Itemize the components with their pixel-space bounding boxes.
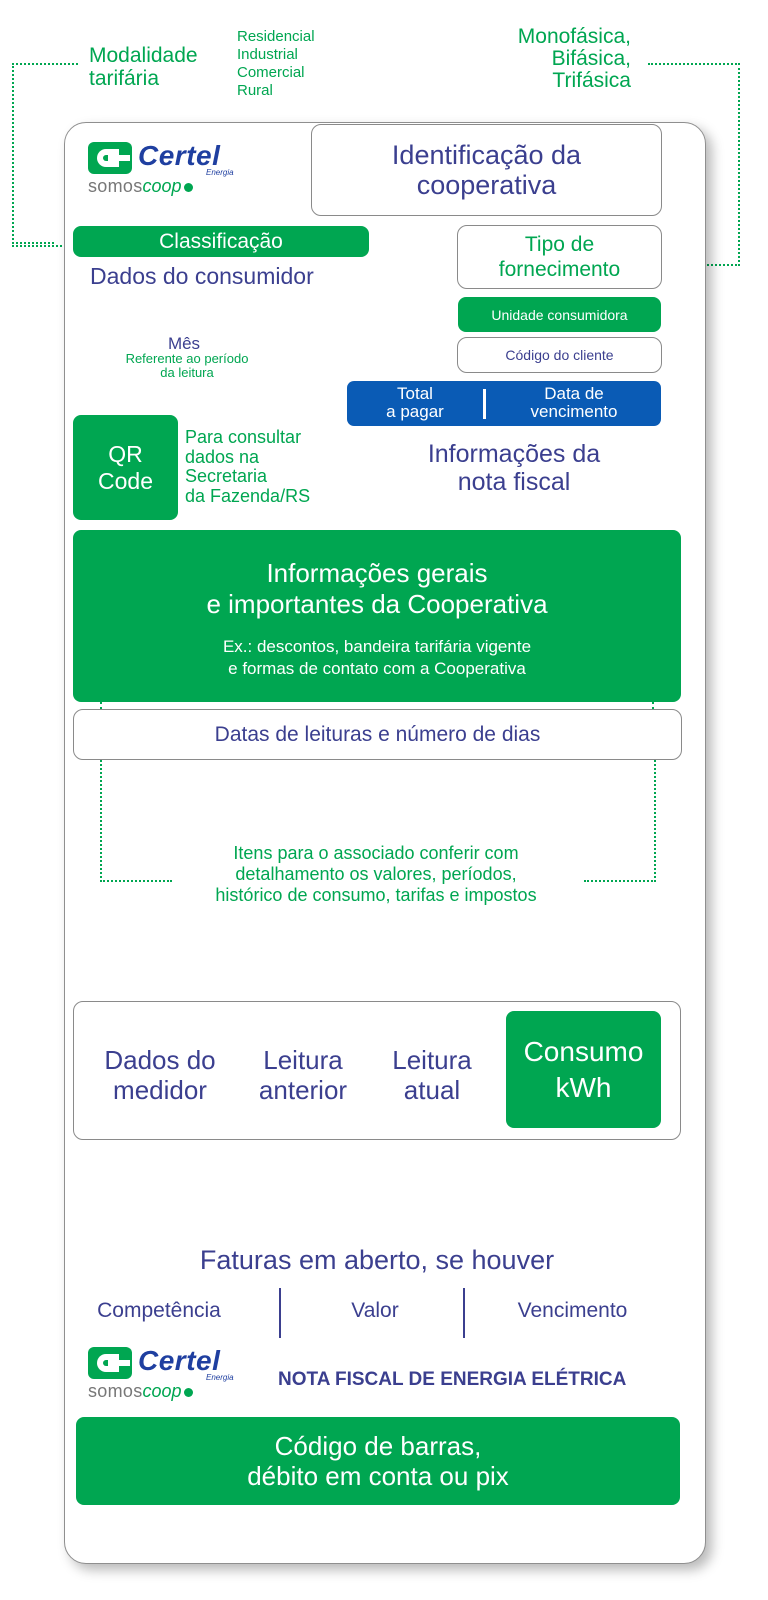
dados-medidor-label: Dados do medidor: [104, 1045, 216, 1105]
brand-sub: Energia: [206, 1373, 234, 1382]
itens-conferir-text: Itens para o associado conferir com detalhamento os valores, períodos, histórico de consumo, tarifas e impostos: [215, 843, 537, 905]
total-divider: [483, 389, 486, 419]
faturas-divider-1: [279, 1288, 281, 1338]
info-gerais-box: [73, 530, 681, 702]
faturas-col-competencia: Competência: [97, 1299, 221, 1322]
info-nota-fiscal-label: Informações da nota fiscal: [427, 440, 601, 496]
bracket-tick-left: [100, 702, 102, 709]
identificacao-box: Identificação da cooperativa: [311, 124, 662, 216]
coop-dot-icon: [184, 1388, 193, 1397]
consumo-kwh-box: Consumo kWh: [506, 1011, 661, 1128]
fases-label: Monofásica, Bifásica, Trifásica: [517, 25, 631, 92]
certel-c-icon: [88, 1347, 132, 1379]
coop-dot-icon: [184, 183, 193, 192]
nota-fiscal-title: NOTA FISCAL DE ENERGIA ELÉTRICA: [278, 1369, 627, 1390]
leitura-atual-label: Leitura atual: [392, 1045, 472, 1105]
classes-list: [237, 28, 315, 100]
total-pagar-label: Total a pagar: [386, 384, 444, 421]
qr-description: Para consultar dados na Secretaria da Fazenda/RS: [185, 427, 311, 506]
datas-leituras-box: Datas de leituras e número de dias: [73, 709, 682, 760]
qr-code-box: QR Code: [73, 415, 178, 520]
codigo-barras-box: Código de barras, débito em conta ou pix: [76, 1417, 680, 1505]
somoscoop-logo: somoscoop: [88, 176, 193, 197]
faturas-col-valor: Valor: [351, 1299, 399, 1322]
bracket-tick-right: [652, 702, 654, 709]
modalidade-label: Modalidade tarifária: [89, 44, 198, 90]
classificacao-badge: Classificação: [73, 226, 369, 257]
class-comercial: Comercial: [237, 64, 305, 81]
faturas-title: Faturas em aberto, se houver: [199, 1245, 555, 1275]
info-gerais-subtitle: Ex.: descontos, bandeira tarifária vigente e formas de contato com a Cooperativa: [222, 637, 532, 678]
modalidade-connector-end: [12, 242, 54, 244]
data-vencimento-label: Data de vencimento: [530, 384, 618, 421]
brand-sub: Energia: [206, 168, 234, 177]
codigo-cliente-box: Código do cliente: [457, 337, 662, 373]
info-gerais-title: Informações gerais e importantes da Cooperativa: [206, 558, 548, 619]
dados-consumidor-label: Dados do consumidor: [90, 263, 314, 289]
brand-name: Certel: [138, 1345, 221, 1376]
brand-name: Certel: [138, 140, 221, 171]
class-industrial: Industrial: [237, 46, 298, 63]
unidade-consumidora-badge: Unidade consumidora: [458, 297, 661, 332]
certel-logo-bottom: [88, 1345, 248, 1405]
certel-c-icon: [88, 142, 132, 174]
faturas-col-vencimento: Vencimento: [517, 1299, 628, 1322]
class-residencial: Residencial: [237, 28, 315, 45]
leitura-anterior-label: Leitura anterior: [258, 1045, 348, 1105]
somoscoop-logo: somoscoop: [88, 1381, 193, 1402]
class-rural: Rural: [237, 82, 273, 99]
tipo-fornecimento-box: Tipo de fornecimento: [457, 225, 662, 289]
mes-label: Mês: [167, 334, 201, 353]
certel-logo-top: [88, 140, 248, 200]
faturas-divider-2: [463, 1288, 465, 1338]
total-vencimento-bar: [347, 381, 661, 426]
mes-sub-label: Referente ao período da leitura: [125, 351, 249, 380]
